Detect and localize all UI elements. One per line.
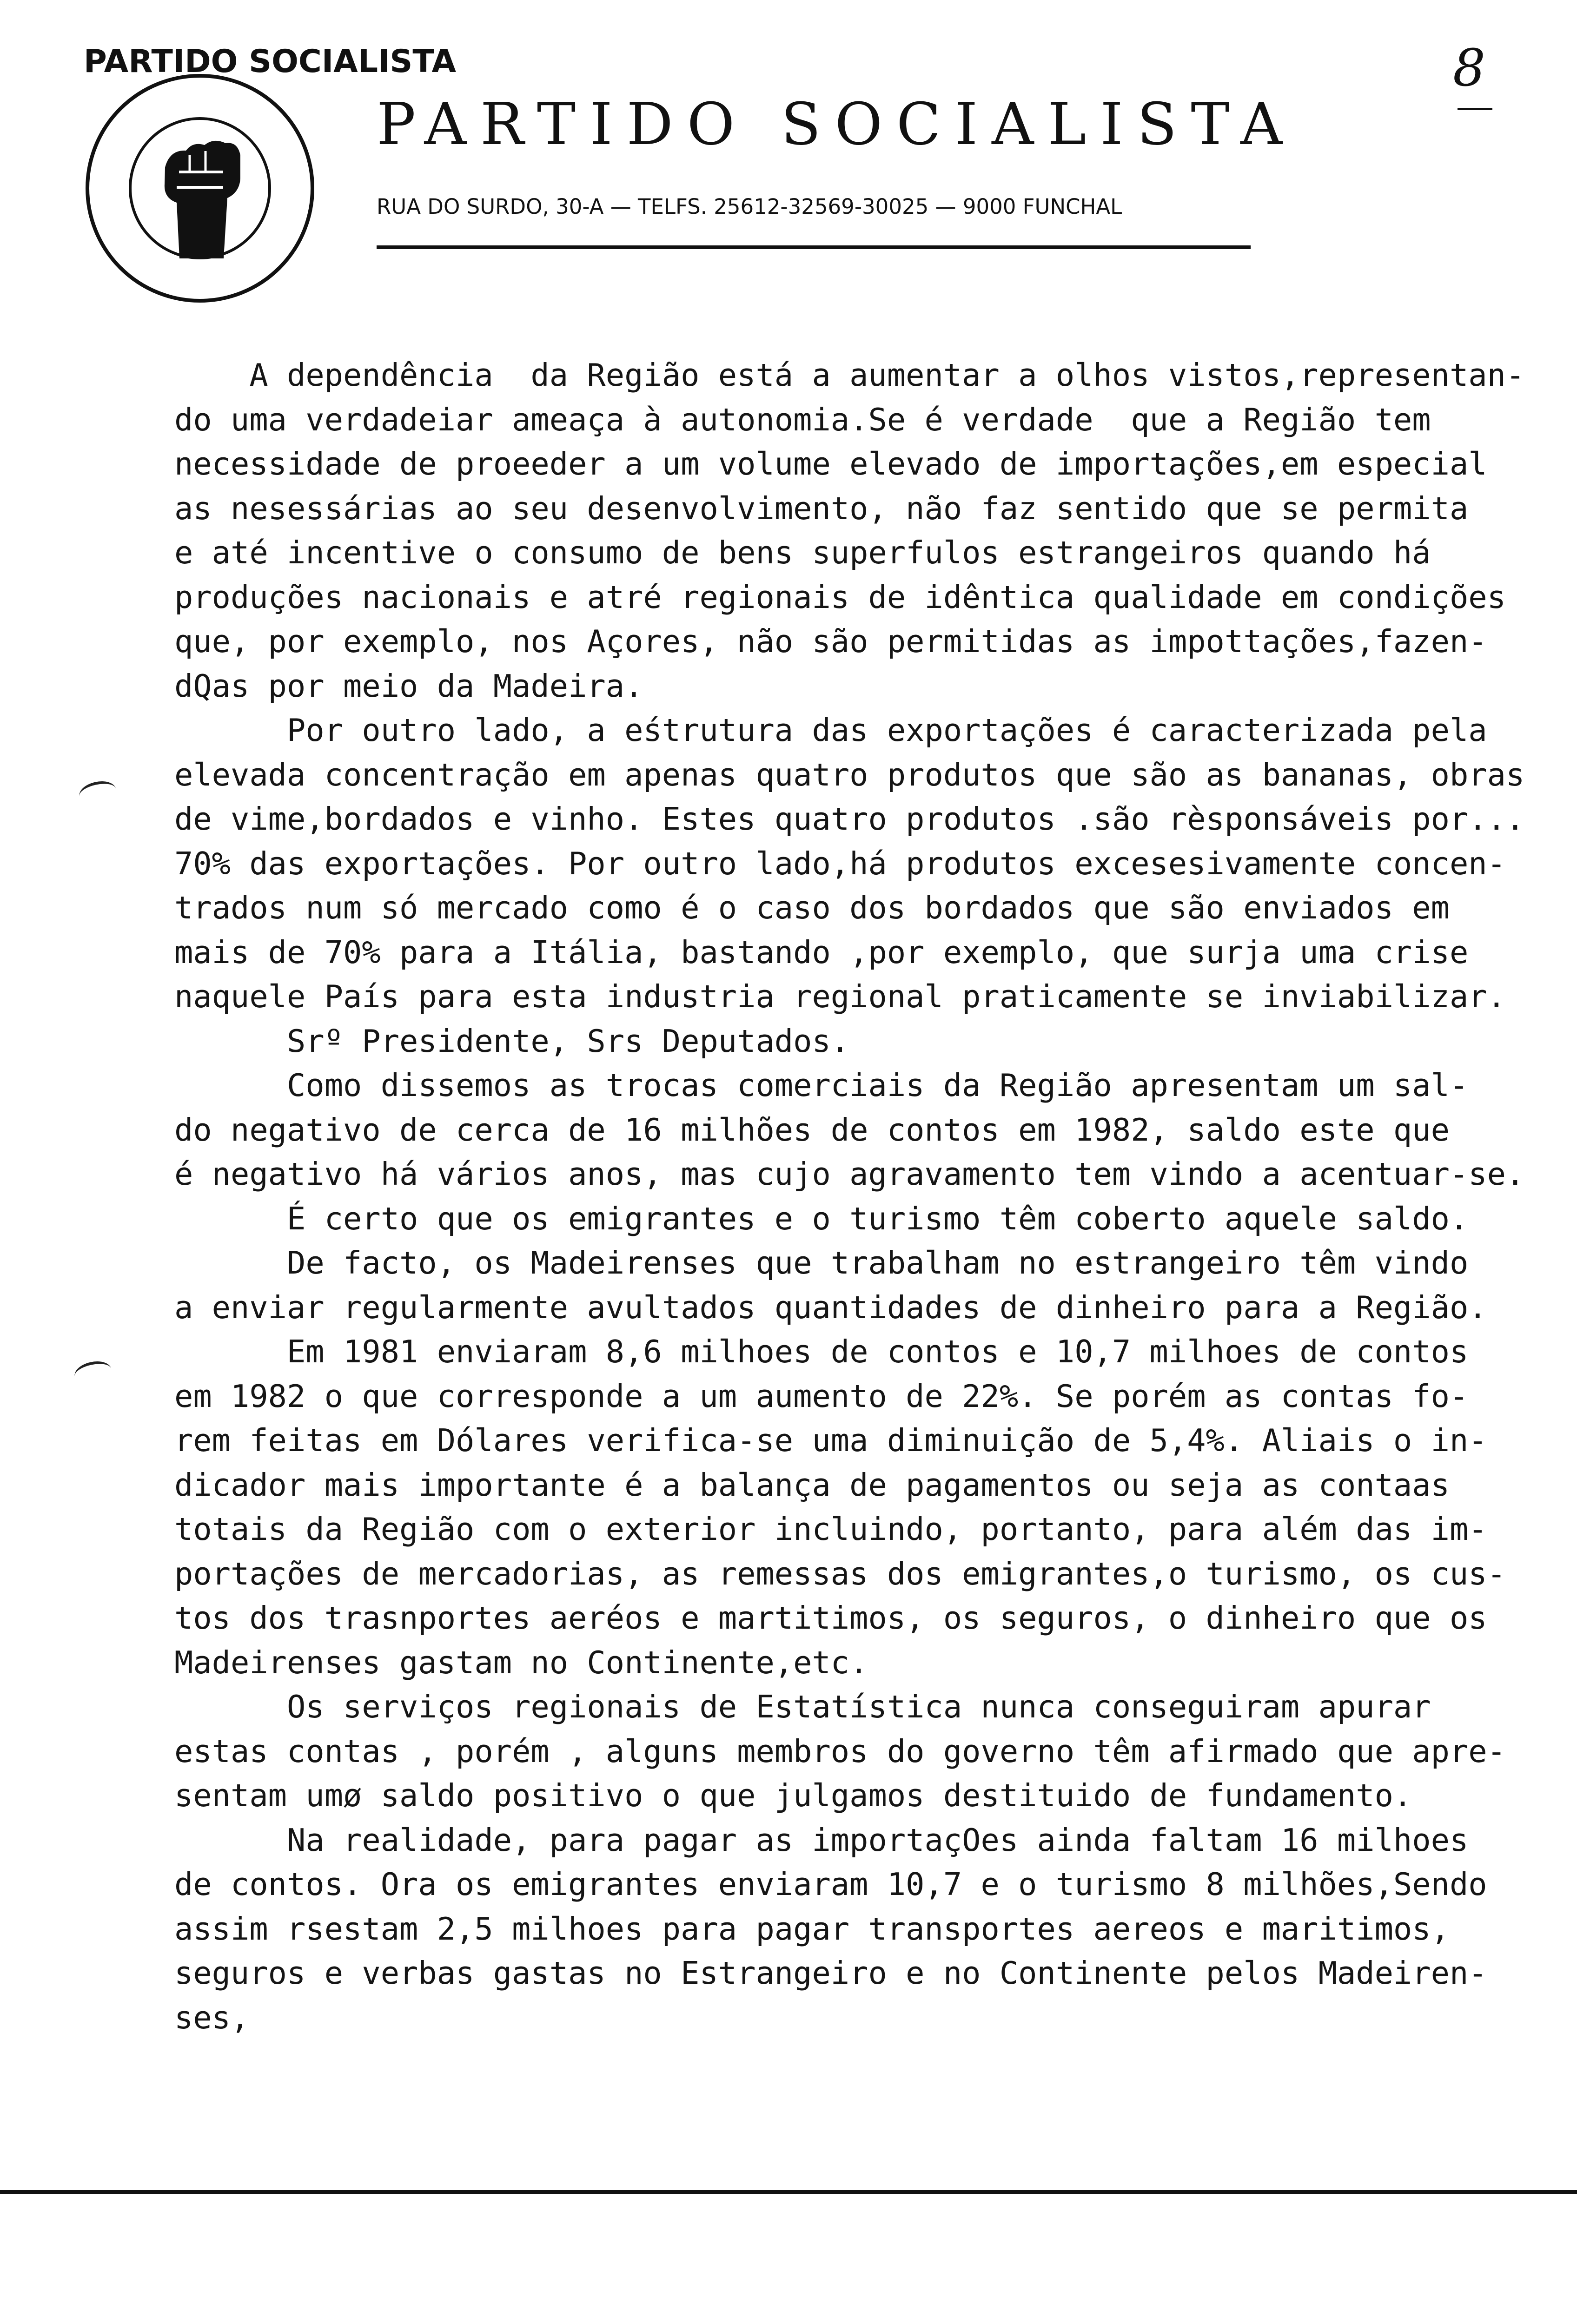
body-line: de contos. Ora os emigrantes enviaram 10,7 e o turismo 8 milhões,Sendo bbox=[174, 1866, 1487, 1902]
letterhead-divider bbox=[377, 245, 1251, 249]
margin-punch-mark bbox=[77, 778, 118, 807]
body-line: assim rsestam 2,5 milhoes para pagar transportes aereos e maritimos, bbox=[174, 1910, 1450, 1947]
body-line: Por outro lado, a eśtrutura das exportações é caracterizada pela bbox=[174, 712, 1487, 748]
body-line: De facto, os Madeirenses que trabalham no estrangeiro têm vindo bbox=[174, 1245, 1469, 1281]
body-line: totais da Região com o exterior incluindo, portanto, para além das im- bbox=[174, 1511, 1487, 1547]
margin-punch-mark bbox=[73, 1358, 113, 1387]
body-line: estas contas , porém , alguns membros do governo têm afirmado que apre- bbox=[174, 1733, 1506, 1769]
body-line: elevada concentração em apenas quatro produtos que são as bananas, obras bbox=[174, 756, 1525, 793]
body-line: Srº Presidente, Srs Deputados. bbox=[174, 1023, 850, 1059]
party-logo-icon bbox=[84, 43, 457, 304]
body-line: do negativo de cerca de 16 milhões de contos em 1982, saldo este que bbox=[174, 1111, 1450, 1148]
body-line: é negativo há vários anos, mas cujo agravamento tem vindo a acentuar-se. bbox=[174, 1156, 1525, 1192]
body-line: ses, bbox=[174, 1999, 250, 2036]
body-line: Como dissemos as trocas comerciais da Região apresentam um sal- bbox=[174, 1067, 1469, 1103]
logo-ring-text: PARTIDO SOCIALISTA bbox=[84, 43, 457, 80]
body-line: a enviar regularmente avultados quantidades de dinheiro para a Região. bbox=[174, 1289, 1487, 1326]
body-line: Na realidade, para pagar as importaçOes ainda faltam 16 milhoes bbox=[174, 1822, 1469, 1858]
footer-divider bbox=[0, 2190, 1577, 2194]
body-line: seguros e verbas gastas no Estrangeiro e no Continente pelos Madeiren- bbox=[174, 1955, 1487, 1991]
body-line: É certo que os emigrantes e o turismo têm coberto aquele saldo. bbox=[174, 1200, 1469, 1237]
letter-body bbox=[174, 353, 1562, 2040]
body-line: portações de mercadorias, as remessas dos emigrantes,o turismo, os cus- bbox=[174, 1555, 1506, 1592]
body-line: sentam umø saldo positivo o que julgamos destituido de fundamento. bbox=[174, 1777, 1412, 1814]
letterhead-address: RUA DO SURDO, 30-A — TELFS. 25612-32569-30025 — 9000 FUNCHAL bbox=[377, 194, 1122, 219]
body-line: de vime,bordados e vinho. Estes quatro produtos .são rèsponsáveis por... bbox=[174, 801, 1525, 837]
body-line: Em 1981 enviaram 8,6 milhoes de contos e 10,7 milhoes de contos bbox=[174, 1334, 1469, 1370]
body-line: produções nacionais e atré regionais de idêntica qualidade em condições bbox=[174, 579, 1506, 615]
body-line: trados num só mercado como é o caso dos bordados que são enviados em bbox=[174, 890, 1450, 926]
body-line: dicador mais importante é a balança de pagamentos ou seja as contaas bbox=[174, 1466, 1450, 1503]
body-line: necessidade de proeeder a um volume elevado de importações,em especial bbox=[174, 446, 1487, 482]
body-line: em 1982 o que corresponde a um aumento de 22%. Se porém as contas fo- bbox=[174, 1378, 1469, 1414]
body-line: Os serviços regionais de Estatística nunca conseguiram apurar bbox=[174, 1689, 1431, 1725]
body-line: naquele País para esta industria regional praticamente se inviabilizar. bbox=[174, 978, 1506, 1015]
body-line: Madeirenses gastam no Continente,etc. bbox=[174, 1644, 868, 1681]
body-line: e até incentive o consumo de bens superfulos estrangeiros quando há bbox=[174, 535, 1431, 571]
body-line: que, por exemplo, nos Açores, não são permitidas as impottações,fazen- bbox=[174, 623, 1487, 660]
body-line: rem feitas em Dólares verifica-se uma diminuição de 5,4%. Aliais o in- bbox=[174, 1422, 1487, 1459]
body-line: as nesessárias ao seu desenvolvimento, não faz sentido que se permita bbox=[174, 490, 1469, 527]
body-line: dQas por meio da Madeira. bbox=[174, 667, 643, 704]
body-line: tos dos trasnportes aeréos e martitimos, os seguros, o dinheiro que os bbox=[174, 1600, 1487, 1636]
page-number-underline bbox=[1458, 108, 1492, 110]
body-line: mais de 70% para a Itália, bastando ,por exemplo, que surja uma crise bbox=[174, 934, 1469, 971]
letterhead-title: PARTIDO SOCIALISTA bbox=[377, 91, 1297, 158]
body-line: A dependência da Região está a aumentar a olhos vistos,representan- bbox=[174, 357, 1525, 393]
body-line: 70% das exportações. Por outro lado,há produtos excesesivamente concen- bbox=[174, 845, 1506, 882]
body-line: do uma verdadeiar ameaça à autonomia.Se é verdade que a Região tem bbox=[174, 401, 1431, 438]
page-number: 8 bbox=[1453, 38, 1485, 98]
